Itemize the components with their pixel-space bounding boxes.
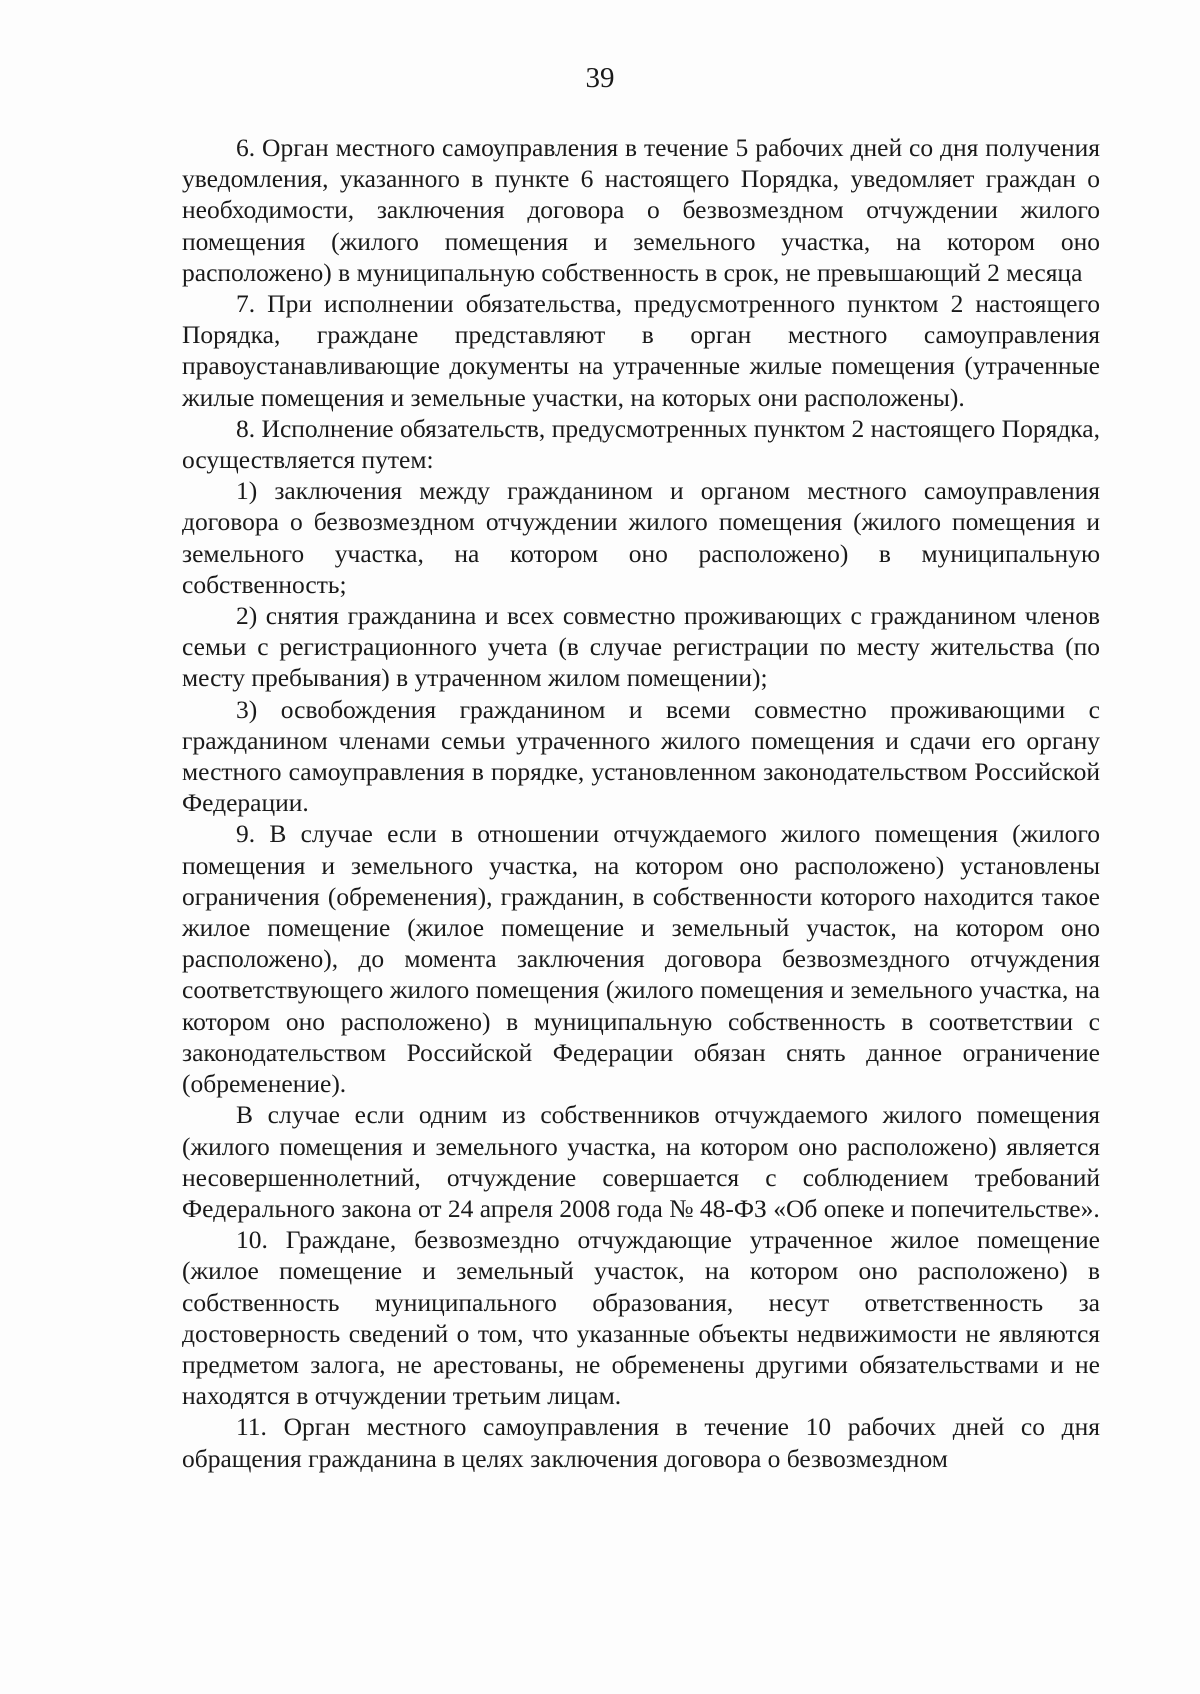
paragraph-item-11: 11. Орган местного самоуправления в течение 10 рабочих дней со дня обращения гражданина в целях заключения договора о безвозмездном — [182, 1412, 1100, 1473]
paragraph-item-8: 8. Исполнение обязательств, предусмотренных пунктом 2 настоящего Порядка, осуществляется путем: — [182, 413, 1100, 475]
paragraph-subitem-3: 3) освобождения гражданином и всеми совместно проживающими с гражданином членами семьи утраченного жилого помещения и сдачи его органу местного самоуправления в порядке, установленном законодательством Российской Федерации. — [182, 694, 1100, 818]
paragraph-item-6: 6. Орган местного самоуправления в течение 5 рабочих дней со дня получения уведомления, указанного в пункте 6 настоящего Порядка, уведомляет граждан о необходимости, заключения договора о безвозмездном отчуждении жилого помещения (жилого помещения и земельного участка, на котором оно расположено) в муниципальную собственность в срок, не превышающий 2 месяца — [182, 133, 1100, 287]
paragraph-item-10: 10. Граждане, безвозмездно отчуждающие утраченное жилое помещение (жилое помещение и земельный участок, на котором оно расположено) в собственность муниципального образования, несут ответственность за достоверность сведений о том, что указанные объекты недвижимости не являются предметом залога, не арестованы, не обременены другими обязательствами и не находятся в отчуждении третьим лицам. — [182, 1225, 1100, 1411]
paragraph-subitem-1: 1) заключения между гражданином и органом местного самоуправления договора о безвозмездном отчуждении жилого помещения (жилого помещения и земельного участка, на котором оно расположено) в муниципальную собственность; — [182, 476, 1100, 599]
page-number: 39 — [585, 62, 615, 94]
paragraph-item-7: 7. При исполнении обязательства, предусмотренного пунктом 2 настоящего Порядка, граждане представляют в орган местного самоуправления правоустанавливающие документы на утраченные жилые помещения (утраченные жилые помещения и земельные участки, на которых они расположены). — [182, 289, 1100, 412]
paragraph-item-9-continued: В случае если одним из собственников отчуждаемого жилого помещения (жилого помещения и земельного участка, на котором оно расположено) является несовершеннолетний, отчуждение совершается с соблюдением требований Федерального закона от 24 апреля 2008 года № 48-ФЗ «Об опеке и попечительстве». — [182, 1100, 1100, 1223]
paragraph-item-9: 9. В случае если в отношении отчуждаемого жилого помещения (жилого помещения и земельного участка, на котором оно расположено) установлены ограничения (обременения), гражданин, в собственности которого находится такое жилое помещение (жилое помещение и земельный участок, на котором оно расположено), до момента заключения договора безвозмездного отчуждения соответствующего жилого помещения (жилого помещения и земельного участка, на котором оно расположено) в муниципальную собственность в соответствии с законодательством Российской Федерации обязан снять данное ограничение (обременение). — [182, 819, 1100, 1099]
paragraph-subitem-2: 2) снятия гражданина и всех совместно проживающих с гражданином членов семьи с регистрационного учета (в случае регистрации по месту жительства (по месту пребывания) в утраченном жилом помещении); — [182, 601, 1100, 693]
document-body — [182, 132, 1100, 1474]
